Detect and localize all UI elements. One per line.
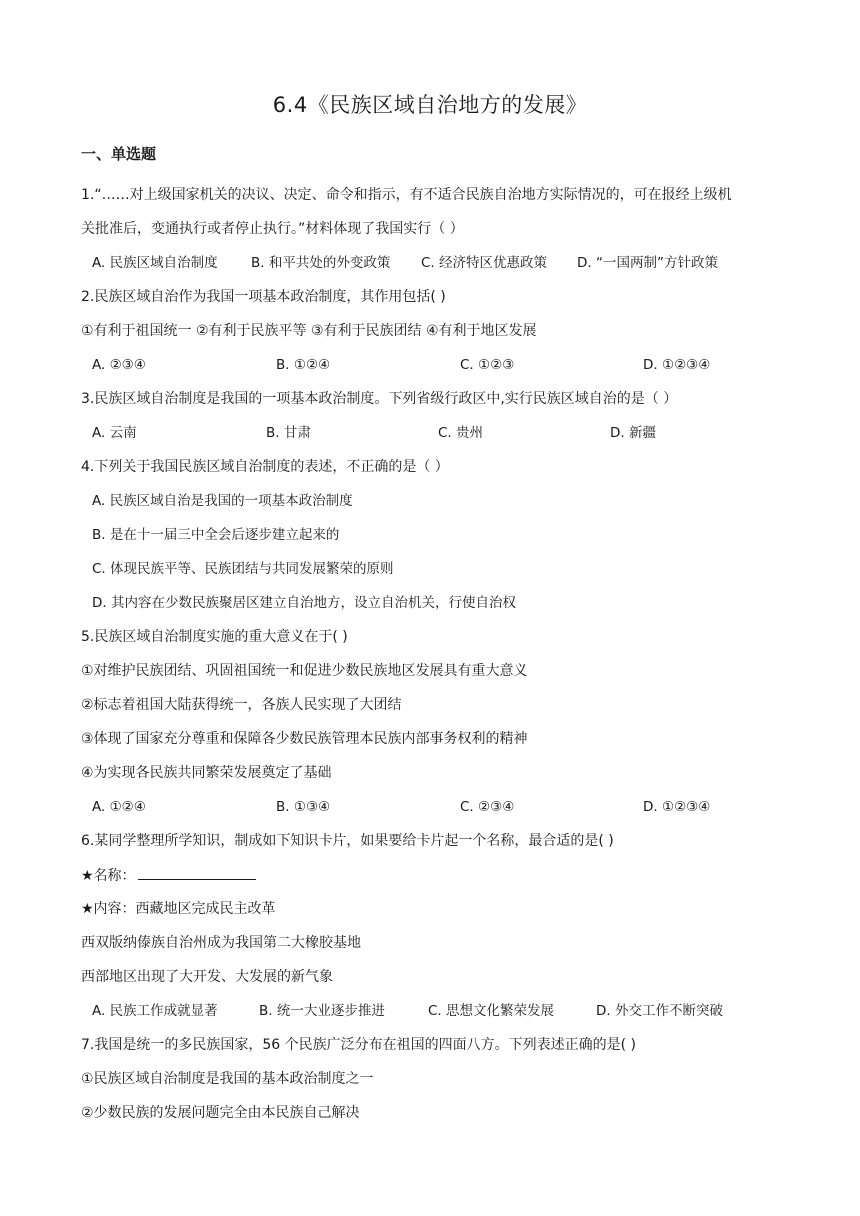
q6-option-a: A. 民族工作成就显著	[92, 1003, 218, 1019]
q5-statement-4: ④为实现各民族共同繁荣发展奠定了基础	[81, 765, 332, 781]
q1-option-d: D. “一国两制”方针政策	[577, 255, 718, 271]
q2-statements: ①有利于祖国统一 ②有利于民族平等 ③有利于民族团结 ④有利于地区发展	[81, 323, 537, 339]
q5-option-b: B. ①③④	[276, 799, 331, 815]
q4-option-b: B. 是在十一届三中全会后逐步建立起来的	[92, 527, 340, 543]
q6-content-3: 西部地区出现了大开发、大发展的新气象	[81, 969, 333, 985]
q7-stem: 7.我国是统一的多民族国家，56 个民族广泛分布在祖国的四面八方。下列表述正确的是( )	[81, 1037, 636, 1053]
q3-option-d: D. 新疆	[610, 425, 656, 441]
q1-stem-line2: 关批准后，变通执行或者停止执行。”材料体现了我国实行（ ）	[81, 221, 464, 237]
q2-option-c: C. ①②③	[460, 357, 515, 373]
q3-option-b: B. 甘肃	[266, 425, 311, 441]
q7-statement-1: ①民族区域自治制度是我国的基本政治制度之一	[81, 1071, 374, 1087]
q5-statement-1: ①对维护民族团结、巩固祖国统一和促进少数民族地区发展具有重大意义	[81, 663, 528, 679]
q5-statement-2: ②标志着祖国大陆获得统一，各族人民实现了大团结	[81, 697, 402, 713]
q2-option-b: B. ①②④	[276, 357, 331, 373]
q3-option-c: C. 贵州	[438, 425, 484, 441]
q4-option-d: D. 其内容在少数民族聚居区建立自治地方，设立自治机关，行使自治权	[92, 595, 516, 611]
q6-stem: 6.某同学整理所学知识，制成如下知识卡片，如果要给卡片起一个名称，最合适的是( )	[81, 833, 614, 849]
q5-stem: 5.民族区域自治制度实施的重大意义在于( )	[81, 629, 348, 645]
q6-content-2: 西双版纳傣族自治州成为我国第二大橡胶基地	[81, 935, 361, 951]
q6-option-c: C. 思想文化繁荣发展	[428, 1003, 555, 1019]
q5-statement-3: ③体现了国家充分尊重和保障各少数民族管理本民族内部事务权利的精神	[81, 731, 528, 747]
q1-option-b: B. 和平共处的外变政策	[251, 255, 391, 271]
q5-option-d: D. ①②③④	[643, 799, 711, 815]
q3-stem: 3.民族区域自治制度是我国的一项基本政治制度。下列省级行政区中,实行民族区域自治的是（ ）	[81, 391, 678, 407]
q1-option-c: C. 经济特区优惠政策	[421, 255, 548, 271]
page-title: 6.4《民族区域自治地方的发展》	[272, 93, 588, 117]
q4-option-c: C. 体现民族平等、民族团结与共同发展繁荣的原则	[92, 561, 394, 577]
q6-option-b: B. 统一大业逐步推进	[259, 1003, 385, 1019]
q4-option-a: A. 民族区域自治是我国的一项基本政治制度	[92, 493, 353, 509]
q1-stem-line1: 1.“……对上级国家机关的决议、决定、命令和指示，有不适合民族自治地方实际情况的，可在报经上级机	[81, 187, 732, 203]
q7-statement-2: ②少数民族的发展问题完全由本民族自己解决	[81, 1105, 360, 1121]
q5-option-a: A. ①②④	[92, 799, 146, 815]
q6-name-blank	[138, 865, 256, 880]
q5-option-c: C. ②③④	[460, 799, 515, 815]
q4-stem: 4.下列关于我国民族区域自治制度的表述，不正确的是（ ）	[81, 459, 449, 475]
q3-option-a: A. 云南	[92, 425, 137, 441]
q2-option-a: A. ②③④	[92, 357, 146, 373]
q6-option-d: D. 外交工作不断突破	[596, 1003, 723, 1019]
q2-stem: 2.民族区域自治作为我国一项基本政治制度，其作用包括( )	[81, 289, 446, 305]
section-heading: 一、单选题	[81, 145, 157, 163]
q1-option-a: A. 民族区域自治制度	[92, 255, 218, 271]
q2-option-d: D. ①②③④	[643, 357, 711, 373]
q6-name-row	[81, 865, 256, 886]
q6-name-label: ★名称：	[81, 868, 136, 884]
q6-content-1: ★内容：西藏地区完成民主改革	[81, 901, 276, 917]
